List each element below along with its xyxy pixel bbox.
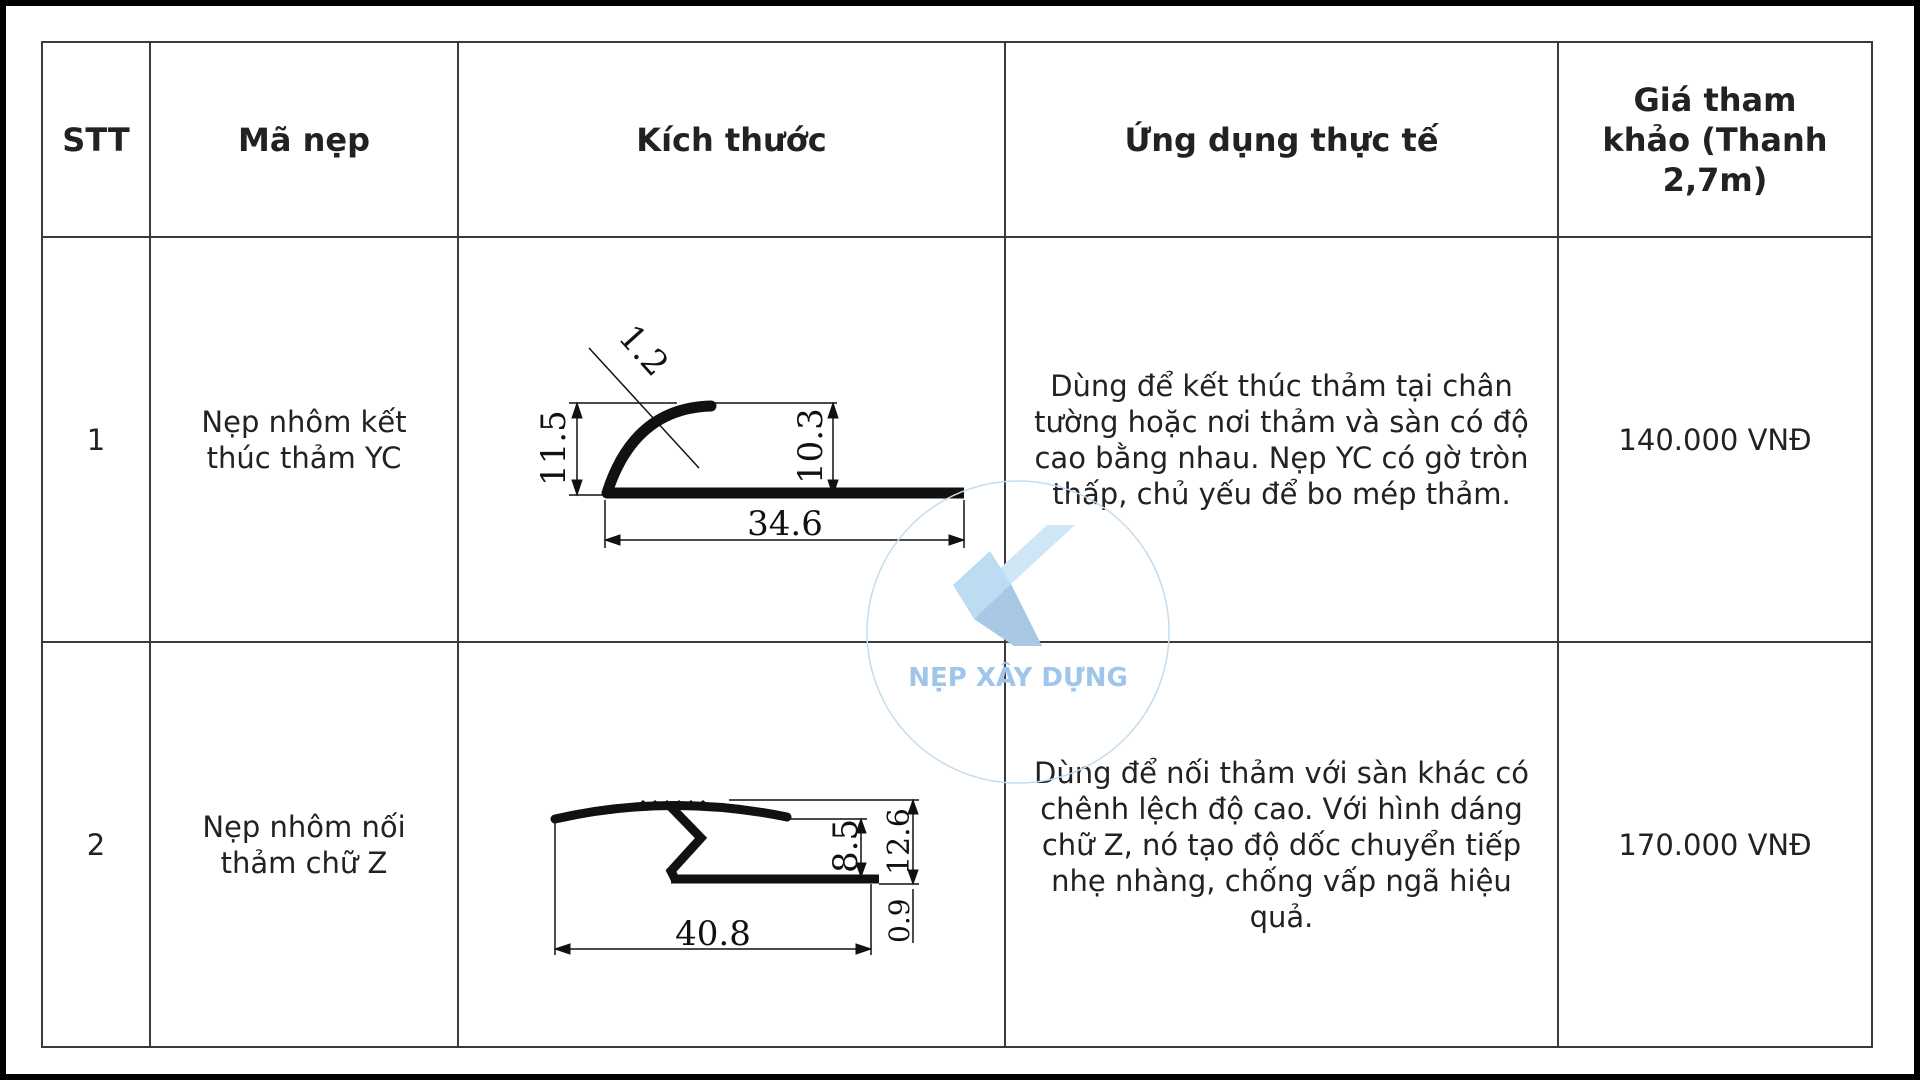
row-stt: 1	[42, 237, 150, 642]
dim-height-left: 11.5	[534, 410, 574, 486]
dim-height-right: 10.3	[791, 408, 831, 484]
row-application: Dùng để nối thảm với sàn khác có chênh lệch độ cao. Với hình dáng chữ Z, nó tạo độ dốc chuyển tiếp nhẹ nhàng, chống vấp ngã hiệu quả.	[1005, 642, 1558, 1047]
row-price: 140.000 VNĐ	[1558, 237, 1872, 642]
z-profile-drawing-icon	[469, 643, 1016, 1046]
row-drawing-cell	[458, 642, 1005, 1047]
dim-thickness: 1.2	[610, 317, 677, 385]
product-table	[41, 41, 1873, 1048]
yc-profile-drawing-icon	[469, 238, 1016, 641]
dim-width: 34.6	[747, 504, 823, 544]
document-frame	[6, 6, 1914, 1074]
row-stt: 2	[42, 642, 150, 1047]
header-code: Mã nẹp	[150, 42, 458, 237]
header-application: Ứng dụng thực tế	[1005, 42, 1558, 237]
table-row	[42, 642, 1872, 1047]
row-code: Nẹp nhôm nối thảm chữ Z	[150, 642, 458, 1047]
dim-width: 40.8	[675, 914, 751, 954]
table-header-row	[42, 42, 1872, 237]
dim-total-height: 12.6	[882, 808, 917, 875]
watermark-text: NẸP XÂY DỰNG	[908, 663, 1128, 693]
row-price: 170.000 VNĐ	[1558, 642, 1872, 1047]
row-application: Dùng để kết thúc thảm tại chân tường hoặc nơi thảm và sàn có độ cao bằng nhau. Nẹp YC có gờ tròn thấp, chủ yếu để bo mép thảm.	[1005, 237, 1558, 642]
header-price: Giá tham khảo (Thanh 2,7m)	[1558, 42, 1872, 237]
row-drawing-cell	[458, 237, 1005, 642]
dim-inner-height: 8.5	[826, 818, 866, 873]
table-row	[42, 237, 1872, 642]
dim-base: 0.9	[883, 898, 916, 943]
row-code: Nẹp nhôm kết thúc thảm YC	[150, 237, 458, 642]
header-stt: STT	[42, 42, 150, 237]
header-size: Kích thước	[458, 42, 1005, 237]
